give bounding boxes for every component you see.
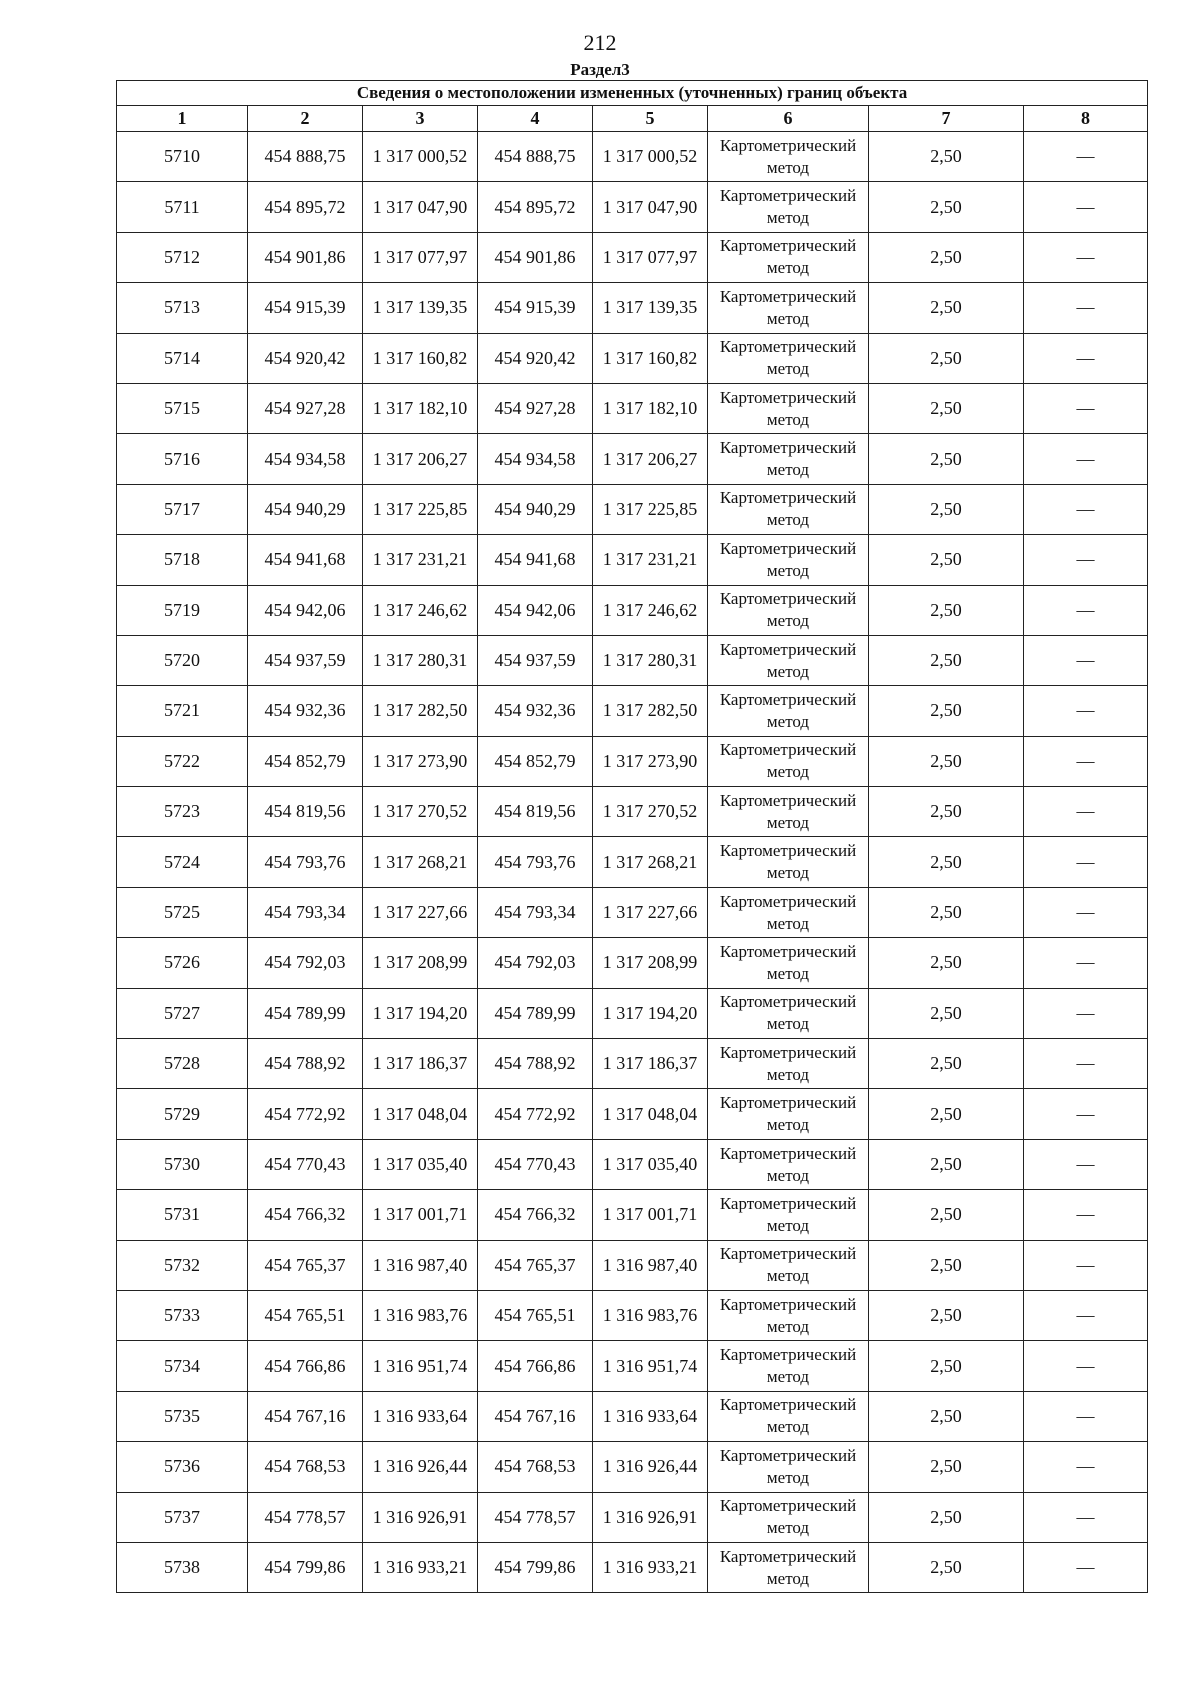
- x-old-cell: 454 765,37: [248, 1240, 363, 1290]
- method-cell: Картометрический метод: [708, 1492, 869, 1542]
- table-row: [117, 1290, 1148, 1340]
- x-new-cell: 454 819,56: [478, 787, 593, 837]
- section-title: Раздел3: [570, 60, 630, 79]
- y-old-cell: 1 317 048,04: [363, 1089, 478, 1139]
- method-cell: Картометрический метод: [708, 182, 869, 232]
- point-number-cell: 5734: [117, 1341, 248, 1391]
- column-header: 6: [708, 106, 869, 132]
- method-cell: Картометрический метод: [708, 1442, 869, 1492]
- x-old-cell: 454 915,39: [248, 283, 363, 333]
- method-cell: Картометрический метод: [708, 1190, 869, 1240]
- description-cell: —: [1024, 1190, 1148, 1240]
- point-number-cell: 5711: [117, 182, 248, 232]
- y-new-cell: 1 317 280,31: [593, 635, 708, 685]
- y-new-cell: 1 316 983,76: [593, 1290, 708, 1340]
- x-new-cell: 454 932,36: [478, 686, 593, 736]
- method-cell: Картометрический метод: [708, 1341, 869, 1391]
- description-cell: —: [1024, 1039, 1148, 1089]
- description-cell: —: [1024, 1391, 1148, 1441]
- y-new-cell: 1 317 270,52: [593, 787, 708, 837]
- table-caption-row: [117, 81, 1148, 106]
- description-cell: —: [1024, 887, 1148, 937]
- description-cell: —: [1024, 182, 1148, 232]
- y-old-cell: 1 317 246,62: [363, 585, 478, 635]
- x-new-cell: 454 793,76: [478, 837, 593, 887]
- accuracy-cell: 2,50: [869, 787, 1024, 837]
- point-number-cell: 5717: [117, 484, 248, 534]
- y-new-cell: 1 317 186,37: [593, 1039, 708, 1089]
- y-new-cell: 1 317 035,40: [593, 1139, 708, 1189]
- point-number-cell: 5716: [117, 434, 248, 484]
- point-number-cell: 5714: [117, 333, 248, 383]
- point-number-cell: 5713: [117, 283, 248, 333]
- column-header: 7: [869, 106, 1024, 132]
- description-cell: —: [1024, 434, 1148, 484]
- x-old-cell: 454 765,51: [248, 1290, 363, 1340]
- accuracy-cell: 2,50: [869, 1391, 1024, 1441]
- method-cell: Картометрический метод: [708, 383, 869, 433]
- x-new-cell: 454 765,37: [478, 1240, 593, 1290]
- accuracy-cell: 2,50: [869, 383, 1024, 433]
- y-new-cell: 1 316 933,64: [593, 1391, 708, 1441]
- accuracy-cell: 2,50: [869, 1290, 1024, 1340]
- method-cell: Картометрический метод: [708, 1391, 869, 1441]
- description-cell: —: [1024, 132, 1148, 182]
- table-caption: Сведения о местоположении измененных (уточненных) границ объекта: [117, 81, 1148, 106]
- point-number-cell: 5729: [117, 1089, 248, 1139]
- y-new-cell: 1 317 001,71: [593, 1190, 708, 1240]
- x-new-cell: 454 937,59: [478, 635, 593, 685]
- y-new-cell: 1 317 225,85: [593, 484, 708, 534]
- column-header: 5: [593, 106, 708, 132]
- table-row: [117, 1139, 1148, 1189]
- y-new-cell: 1 317 048,04: [593, 1089, 708, 1139]
- point-number-cell: 5738: [117, 1542, 248, 1592]
- accuracy-cell: 2,50: [869, 232, 1024, 282]
- y-old-cell: 1 316 933,64: [363, 1391, 478, 1441]
- y-old-cell: 1 317 047,90: [363, 182, 478, 232]
- point-number-cell: 5718: [117, 535, 248, 585]
- x-new-cell: 454 788,92: [478, 1039, 593, 1089]
- accuracy-cell: 2,50: [869, 1442, 1024, 1492]
- accuracy-cell: 2,50: [869, 938, 1024, 988]
- table-row: [117, 585, 1148, 635]
- method-cell: Картометрический метод: [708, 736, 869, 786]
- x-new-cell: 454 915,39: [478, 283, 593, 333]
- accuracy-cell: 2,50: [869, 333, 1024, 383]
- x-old-cell: 454 767,16: [248, 1391, 363, 1441]
- x-old-cell: 454 772,92: [248, 1089, 363, 1139]
- description-cell: —: [1024, 1240, 1148, 1290]
- x-old-cell: 454 934,58: [248, 434, 363, 484]
- table-row: [117, 686, 1148, 736]
- column-header: 4: [478, 106, 593, 132]
- x-new-cell: 454 765,51: [478, 1290, 593, 1340]
- point-number-cell: 5730: [117, 1139, 248, 1189]
- table-row: [117, 283, 1148, 333]
- table-row: [117, 1391, 1148, 1441]
- description-cell: —: [1024, 1290, 1148, 1340]
- point-number-cell: 5723: [117, 787, 248, 837]
- point-number-cell: 5727: [117, 988, 248, 1038]
- description-cell: —: [1024, 837, 1148, 887]
- accuracy-cell: 2,50: [869, 132, 1024, 182]
- accuracy-cell: 2,50: [869, 1089, 1024, 1139]
- x-new-cell: 454 768,53: [478, 1442, 593, 1492]
- point-number-cell: 5732: [117, 1240, 248, 1290]
- description-cell: —: [1024, 1542, 1148, 1592]
- point-number-cell: 5719: [117, 585, 248, 635]
- method-cell: Картометрический метод: [708, 988, 869, 1038]
- y-new-cell: 1 317 208,99: [593, 938, 708, 988]
- x-new-cell: 454 934,58: [478, 434, 593, 484]
- x-new-cell: 454 901,86: [478, 232, 593, 282]
- y-new-cell: 1 317 182,10: [593, 383, 708, 433]
- y-new-cell: 1 317 282,50: [593, 686, 708, 736]
- table-row: [117, 1039, 1148, 1089]
- x-new-cell: 454 792,03: [478, 938, 593, 988]
- description-cell: —: [1024, 1442, 1148, 1492]
- x-old-cell: 454 937,59: [248, 635, 363, 685]
- x-new-cell: 454 941,68: [478, 535, 593, 585]
- x-new-cell: 454 767,16: [478, 1391, 593, 1441]
- x-new-cell: 454 766,32: [478, 1190, 593, 1240]
- y-old-cell: 1 317 227,66: [363, 887, 478, 937]
- point-number-cell: 5726: [117, 938, 248, 988]
- point-number-cell: 5735: [117, 1391, 248, 1441]
- method-cell: Картометрический метод: [708, 837, 869, 887]
- x-new-cell: 454 772,92: [478, 1089, 593, 1139]
- description-cell: —: [1024, 585, 1148, 635]
- y-old-cell: 1 317 194,20: [363, 988, 478, 1038]
- description-cell: —: [1024, 383, 1148, 433]
- x-new-cell: 454 942,06: [478, 585, 593, 635]
- y-old-cell: 1 317 182,10: [363, 383, 478, 433]
- y-new-cell: 1 317 268,21: [593, 837, 708, 887]
- y-old-cell: 1 317 273,90: [363, 736, 478, 786]
- x-old-cell: 454 901,86: [248, 232, 363, 282]
- table-row: [117, 484, 1148, 534]
- accuracy-cell: 2,50: [869, 1240, 1024, 1290]
- table-row: [117, 383, 1148, 433]
- accuracy-cell: 2,50: [869, 182, 1024, 232]
- point-number-cell: 5722: [117, 736, 248, 786]
- x-new-cell: 454 920,42: [478, 333, 593, 383]
- x-old-cell: 454 852,79: [248, 736, 363, 786]
- x-old-cell: 454 778,57: [248, 1492, 363, 1542]
- accuracy-cell: 2,50: [869, 686, 1024, 736]
- table-row: [117, 1542, 1148, 1592]
- table-row: [117, 938, 1148, 988]
- point-number-cell: 5720: [117, 635, 248, 685]
- x-old-cell: 454 942,06: [248, 585, 363, 635]
- table-row: [117, 1089, 1148, 1139]
- table-row: [117, 535, 1148, 585]
- description-cell: —: [1024, 1492, 1148, 1542]
- table-row: [117, 1341, 1148, 1391]
- method-cell: Картометрический метод: [708, 938, 869, 988]
- method-cell: Картометрический метод: [708, 585, 869, 635]
- x-old-cell: 454 940,29: [248, 484, 363, 534]
- point-number-cell: 5728: [117, 1039, 248, 1089]
- y-new-cell: 1 317 194,20: [593, 988, 708, 1038]
- description-cell: —: [1024, 736, 1148, 786]
- y-new-cell: 1 317 077,97: [593, 232, 708, 282]
- accuracy-cell: 2,50: [869, 1039, 1024, 1089]
- x-new-cell: 454 940,29: [478, 484, 593, 534]
- description-cell: —: [1024, 1139, 1148, 1189]
- y-new-cell: 1 317 273,90: [593, 736, 708, 786]
- x-old-cell: 454 799,86: [248, 1542, 363, 1592]
- accuracy-cell: 2,50: [869, 988, 1024, 1038]
- y-old-cell: 1 317 186,37: [363, 1039, 478, 1089]
- y-old-cell: 1 317 231,21: [363, 535, 478, 585]
- description-cell: —: [1024, 535, 1148, 585]
- method-cell: Картометрический метод: [708, 1139, 869, 1189]
- description-cell: —: [1024, 232, 1148, 282]
- accuracy-cell: 2,50: [869, 585, 1024, 635]
- description-cell: —: [1024, 787, 1148, 837]
- table-row: [117, 787, 1148, 837]
- point-number-cell: 5736: [117, 1442, 248, 1492]
- accuracy-cell: 2,50: [869, 434, 1024, 484]
- y-old-cell: 1 317 268,21: [363, 837, 478, 887]
- x-old-cell: 454 789,99: [248, 988, 363, 1038]
- description-cell: —: [1024, 1341, 1148, 1391]
- table-header-row: [117, 106, 1148, 132]
- x-old-cell: 454 941,68: [248, 535, 363, 585]
- y-old-cell: 1 317 225,85: [363, 484, 478, 534]
- x-old-cell: 454 766,86: [248, 1341, 363, 1391]
- point-number-cell: 5725: [117, 887, 248, 937]
- y-new-cell: 1 317 246,62: [593, 585, 708, 635]
- table-row: [117, 635, 1148, 685]
- description-cell: —: [1024, 484, 1148, 534]
- y-new-cell: 1 317 231,21: [593, 535, 708, 585]
- accuracy-cell: 2,50: [869, 887, 1024, 937]
- point-number-cell: 5731: [117, 1190, 248, 1240]
- y-old-cell: 1 317 282,50: [363, 686, 478, 736]
- method-cell: Картометрический метод: [708, 1240, 869, 1290]
- y-old-cell: 1 317 270,52: [363, 787, 478, 837]
- table-row: [117, 1190, 1148, 1240]
- method-cell: Картометрический метод: [708, 1290, 869, 1340]
- accuracy-cell: 2,50: [869, 535, 1024, 585]
- x-new-cell: 454 799,86: [478, 1542, 593, 1592]
- y-new-cell: 1 317 160,82: [593, 333, 708, 383]
- y-old-cell: 1 316 951,74: [363, 1341, 478, 1391]
- y-new-cell: 1 316 933,21: [593, 1542, 708, 1592]
- method-cell: Картометрический метод: [708, 333, 869, 383]
- x-old-cell: 454 792,03: [248, 938, 363, 988]
- table-row: [117, 132, 1148, 182]
- description-cell: —: [1024, 686, 1148, 736]
- point-number-cell: 5733: [117, 1290, 248, 1340]
- point-number-cell: 5710: [117, 132, 248, 182]
- table-row: [117, 887, 1148, 937]
- point-number-cell: 5712: [117, 232, 248, 282]
- y-new-cell: 1 317 139,35: [593, 283, 708, 333]
- x-new-cell: 454 927,28: [478, 383, 593, 433]
- method-cell: Картометрический метод: [708, 434, 869, 484]
- description-cell: —: [1024, 1089, 1148, 1139]
- y-new-cell: 1 317 000,52: [593, 132, 708, 182]
- x-old-cell: 454 793,76: [248, 837, 363, 887]
- y-old-cell: 1 316 933,21: [363, 1542, 478, 1592]
- coordinates-table: [116, 80, 1148, 1593]
- y-old-cell: 1 317 206,27: [363, 434, 478, 484]
- x-old-cell: 454 788,92: [248, 1039, 363, 1089]
- x-old-cell: 454 932,36: [248, 686, 363, 736]
- point-number-cell: 5721: [117, 686, 248, 736]
- table-row: [117, 232, 1148, 282]
- y-new-cell: 1 316 951,74: [593, 1341, 708, 1391]
- description-cell: —: [1024, 283, 1148, 333]
- y-old-cell: 1 316 983,76: [363, 1290, 478, 1340]
- accuracy-cell: 2,50: [869, 1492, 1024, 1542]
- accuracy-cell: 2,50: [869, 635, 1024, 685]
- table-row: [117, 182, 1148, 232]
- method-cell: Картометрический метод: [708, 484, 869, 534]
- y-old-cell: 1 316 926,91: [363, 1492, 478, 1542]
- accuracy-cell: 2,50: [869, 1341, 1024, 1391]
- y-new-cell: 1 316 987,40: [593, 1240, 708, 1290]
- table-row: [117, 736, 1148, 786]
- table-row: [117, 1492, 1148, 1542]
- accuracy-cell: 2,50: [869, 484, 1024, 534]
- x-old-cell: 454 895,72: [248, 182, 363, 232]
- accuracy-cell: 2,50: [869, 837, 1024, 887]
- x-new-cell: 454 895,72: [478, 182, 593, 232]
- x-new-cell: 454 888,75: [478, 132, 593, 182]
- y-old-cell: 1 317 280,31: [363, 635, 478, 685]
- method-cell: Картометрический метод: [708, 232, 869, 282]
- column-header: 1: [117, 106, 248, 132]
- method-cell: Картометрический метод: [708, 535, 869, 585]
- point-number-cell: 5724: [117, 837, 248, 887]
- accuracy-cell: 2,50: [869, 1190, 1024, 1240]
- x-old-cell: 454 927,28: [248, 383, 363, 433]
- x-old-cell: 454 920,42: [248, 333, 363, 383]
- page-number: 212: [583, 30, 617, 55]
- x-new-cell: 454 770,43: [478, 1139, 593, 1189]
- y-old-cell: 1 317 139,35: [363, 283, 478, 333]
- accuracy-cell: 2,50: [869, 1139, 1024, 1189]
- method-cell: Картометрический метод: [708, 635, 869, 685]
- table-row: [117, 837, 1148, 887]
- accuracy-cell: 2,50: [869, 283, 1024, 333]
- method-cell: Картометрический метод: [708, 1089, 869, 1139]
- accuracy-cell: 2,50: [869, 1542, 1024, 1592]
- description-cell: —: [1024, 333, 1148, 383]
- description-cell: —: [1024, 938, 1148, 988]
- x-new-cell: 454 778,57: [478, 1492, 593, 1542]
- table-row: [117, 434, 1148, 484]
- y-new-cell: 1 317 227,66: [593, 887, 708, 937]
- column-header: 3: [363, 106, 478, 132]
- y-old-cell: 1 317 001,71: [363, 1190, 478, 1240]
- x-old-cell: 454 768,53: [248, 1442, 363, 1492]
- x-new-cell: 454 793,34: [478, 887, 593, 937]
- y-old-cell: 1 317 160,82: [363, 333, 478, 383]
- y-new-cell: 1 317 206,27: [593, 434, 708, 484]
- table-row: [117, 1442, 1148, 1492]
- x-old-cell: 454 766,32: [248, 1190, 363, 1240]
- point-number-cell: 5715: [117, 383, 248, 433]
- y-old-cell: 1 317 035,40: [363, 1139, 478, 1189]
- method-cell: Картометрический метод: [708, 283, 869, 333]
- table-row: [117, 333, 1148, 383]
- description-cell: —: [1024, 635, 1148, 685]
- method-cell: Картометрический метод: [708, 132, 869, 182]
- table-row: [117, 1240, 1148, 1290]
- table-row: [117, 988, 1148, 1038]
- column-header: 2: [248, 106, 363, 132]
- y-old-cell: 1 317 000,52: [363, 132, 478, 182]
- y-new-cell: 1 316 926,44: [593, 1442, 708, 1492]
- method-cell: Картометрический метод: [708, 686, 869, 736]
- y-old-cell: 1 317 208,99: [363, 938, 478, 988]
- accuracy-cell: 2,50: [869, 736, 1024, 786]
- method-cell: Картометрический метод: [708, 1039, 869, 1089]
- x-new-cell: 454 852,79: [478, 736, 593, 786]
- method-cell: Картометрический метод: [708, 1542, 869, 1592]
- point-number-cell: 5737: [117, 1492, 248, 1542]
- x-old-cell: 454 793,34: [248, 887, 363, 937]
- x-old-cell: 454 819,56: [248, 787, 363, 837]
- method-cell: Картометрический метод: [708, 787, 869, 837]
- column-header: 8: [1024, 106, 1148, 132]
- y-old-cell: 1 316 926,44: [363, 1442, 478, 1492]
- x-old-cell: 454 888,75: [248, 132, 363, 182]
- description-cell: —: [1024, 988, 1148, 1038]
- y-new-cell: 1 316 926,91: [593, 1492, 708, 1542]
- x-old-cell: 454 770,43: [248, 1139, 363, 1189]
- y-old-cell: 1 316 987,40: [363, 1240, 478, 1290]
- y-old-cell: 1 317 077,97: [363, 232, 478, 282]
- method-cell: Картометрический метод: [708, 887, 869, 937]
- y-new-cell: 1 317 047,90: [593, 182, 708, 232]
- x-new-cell: 454 766,86: [478, 1341, 593, 1391]
- x-new-cell: 454 789,99: [478, 988, 593, 1038]
